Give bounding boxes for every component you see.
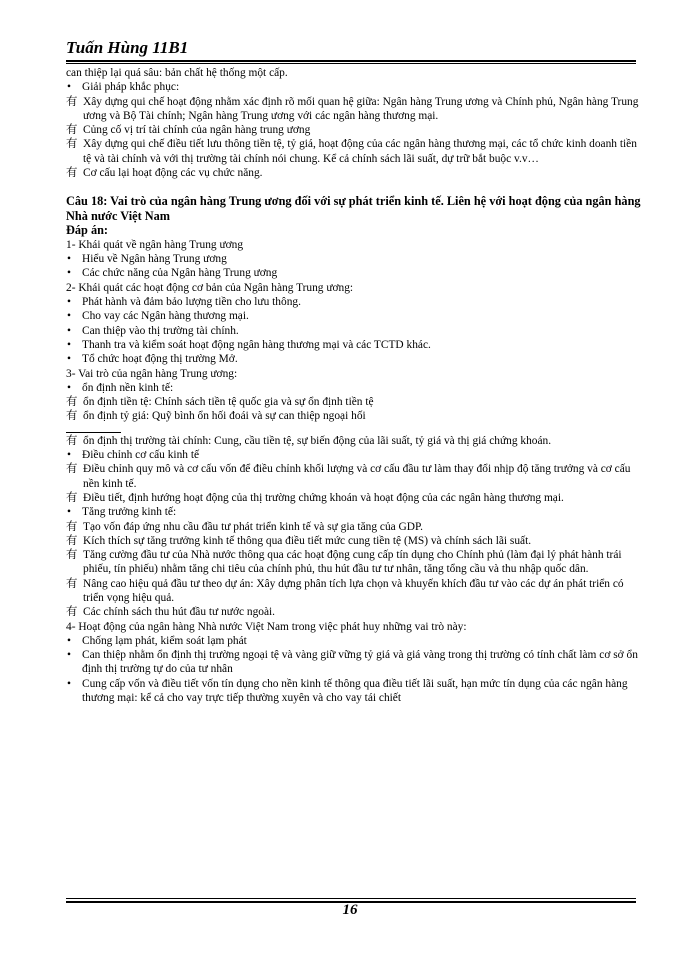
list-item-text: Tạo vốn đáp ứng nhu cầu đầu tư phát triển kinh tế và sự gia tăng của GDP. [83, 520, 423, 533]
text-line: 4- Hoạt động của ngân hàng Nhà nước Việt Nam trong việc phát huy những vai trò này: [66, 620, 467, 633]
bullet-item: • Giải pháp khắc phục: [66, 80, 641, 94]
marker-list-item [66, 577, 641, 606]
list-marker-glyph: 有 [66, 95, 78, 108]
bullet-item: • Các chức năng của Ngân hàng Trung ương [66, 266, 641, 280]
list-marker-glyph: 有 [66, 434, 78, 447]
footer-rule-thin [66, 898, 636, 899]
bullet-item: • Điều chỉnh cơ cấu kinh tế [66, 448, 641, 462]
list-item-text: Xây dựng qui chế hoạt động nhằm xác định rõ mối quan hệ giữa: Ngân hàng Trung ương và Chính phủ, Ngân hàng Trung ương và Bộ Tài chính; Ngân hàng Trung ương với các ngân hàng thương mại. [83, 95, 639, 122]
marker-list-item [66, 520, 641, 534]
marker-list-item [66, 395, 641, 409]
text-line: 3- Vai trò của ngân hàng Trung ương: [66, 367, 238, 380]
bullet-item: • Tổ chức hoạt động thị trường Mở. [66, 352, 641, 366]
bullet-item: • Thanh tra và kiểm soát hoạt động ngân hàng thương mại và các TCTD khác. [66, 338, 641, 352]
list-marker-glyph: 有 [66, 396, 78, 409]
marker-list-item [66, 605, 641, 619]
list-item-text: Cơ cấu lại hoạt động các vụ chức năng. [83, 167, 263, 180]
marker-list-item [66, 462, 641, 491]
bullet-item: • Cung cấp vốn và điều tiết vốn tín dụng cho nền kinh tế thông qua điều tiết lãi suất, hạn mức tín dụng của các ngân hàng thương mại: kể cả cho vay trực tiếp thường xuyên và cho vay tái chiết [66, 677, 641, 706]
list-item-text: ổn định tiền tệ: Chính sách tiền tệ quốc gia và sự ổn định tiền tệ [83, 396, 374, 409]
bullet-item: • Can thiệp nhằm ổn định thị trường ngoại tệ và vàng giữ vững tỷ giá và giá vàng trong thị trường có tính chất làm cơ sở ổn định thị trường tự do của tư nhân [66, 648, 641, 677]
bullet-item: • ổn định nền kinh tế: [66, 381, 641, 395]
list-item-text: Điều chỉnh quy mô và cơ cấu vốn để điều chỉnh khối lượng và cơ cấu đầu tư làm thay đổi nhịp độ tăng trưởng và cơ cấu nền kinh tế. [83, 463, 631, 490]
list-item-text: Củng cố vị trí tài chính của ngân hàng trung ương [83, 124, 311, 137]
question-heading: Câu 18: Vai trò của ngân hàng Trung ương đối với sự phát triển kinh tế. Liên hệ với hoạt động của ngân hàng Nhà nước Việt Nam [66, 194, 641, 223]
list-item-text: Kích thích sự tăng trưởng kinh tế thông qua điều tiết mức cung tiền tệ (MS) và chính sách lãi suất. [83, 534, 532, 547]
bullet-item: • Hiểu về Ngân hàng Trung ương [66, 252, 641, 266]
list-marker-glyph: 有 [66, 534, 78, 547]
list-marker-glyph: 有 [66, 520, 78, 533]
list-item-text: Nâng cao hiệu quả đầu tư theo dự án: Xây dựng phân tích lựa chọn và khuyến khích đầu tư vào các dự án phát triển có triển vọng hiệu quả. [83, 577, 624, 604]
marker-list-item [66, 95, 641, 124]
header-rule [66, 60, 636, 62]
page-header-title: Tuấn Hùng 11B1 [66, 38, 189, 57]
marker-list-item [66, 434, 641, 448]
text-line: 2- Khái quát các hoạt động cơ bản của Ngân hàng Trung ương: [66, 281, 354, 294]
bullet-item: • Chống lạm phát, kiểm soát lạm phát [66, 634, 641, 648]
list-marker-glyph: 有 [66, 138, 78, 151]
list-marker-glyph: 有 [66, 463, 78, 476]
marker-list-item [66, 137, 641, 166]
list-marker-glyph: 有 [66, 167, 78, 180]
marker-list-item [66, 166, 641, 180]
list-item-text: Các chính sách thu hút đầu tư nước ngoài. [83, 606, 276, 619]
marker-list-item [66, 491, 641, 505]
list-item-text: ổn định tỷ giá: Quỹ bình ổn hối đoái và sự can thiệp ngoại hối [83, 410, 366, 423]
list-item-text: Điều tiết, định hướng hoạt động của thị trường chứng khoán và hoạt động của các ngân hàng thương mại. [83, 491, 564, 504]
marker-list-item [66, 123, 641, 137]
list-marker-glyph: 有 [66, 124, 78, 137]
list-marker-glyph: 有 [66, 410, 78, 423]
list-marker-glyph: 有 [66, 549, 78, 562]
list-item-text: ổn định thị trường tài chính: Cung, cầu tiền tệ, sự biến động của lãi suất, tỷ giá và thị giá chứng khoán. [83, 434, 552, 447]
marker-list-item [66, 534, 641, 548]
marker-list-item [66, 548, 641, 577]
bullet-item: • Cho vay các Ngân hàng thương mại. [66, 309, 641, 323]
bullet-item: • Phát hành và đảm bảo lượng tiền cho lưu thông. [66, 295, 641, 309]
list-item-text: Tăng cường đầu tư của Nhà nước thông qua các hoạt động cung cấp tín dụng cho Chính phủ (làm đại lý phát hành trái phiếu, tín phiếu) nhằm tăng chi tiêu của chính phủ, thu hút đầu tư tư nhân, tăng tổng cầu và thu nhập quốc dân. [83, 549, 622, 576]
bullet-item: • Tăng trưởng kinh tế: [66, 505, 641, 519]
list-item-text: Xây dựng qui chế điều tiết lưu thông tiền tệ, tỷ giá, hoạt động của các ngân hàng thương mại, các tổ chức kinh doanh tiền tệ và tài chính và với thị trường tài chính nói chung. Kể cả chính sách lãi suất, dự trữ bắt buộc v.v… [83, 138, 637, 165]
answer-label: Đáp án: [66, 223, 109, 238]
paragraph-gap [66, 180, 641, 194]
page-number: 16 [342, 902, 358, 918]
marker-list-item [66, 409, 641, 423]
document-body [66, 66, 641, 705]
text-line: 1- Khái quát về ngân hàng Trung ương [66, 238, 244, 251]
header-rule-thin [66, 63, 636, 64]
list-marker-glyph: 有 [66, 606, 78, 619]
text-line: can thiệp lại quá sâu: bản chất hệ thống một cấp. [66, 67, 288, 79]
bullet-item: • Can thiệp vào thị trường tài chính. [66, 324, 641, 338]
list-marker-glyph: 有 [66, 577, 78, 590]
footnote-separator-rule [66, 432, 121, 433]
list-marker-glyph: 有 [66, 491, 78, 504]
